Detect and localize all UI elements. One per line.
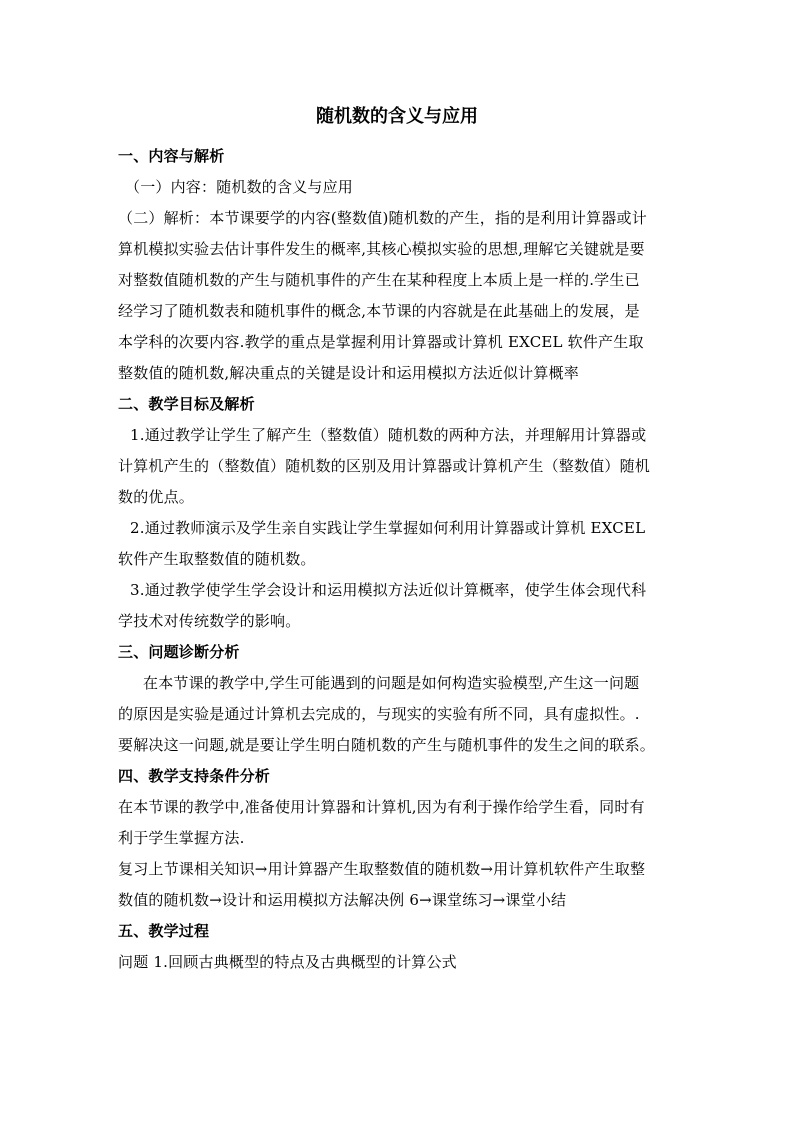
paragraph-line: 算机模拟实验去估计事件发生的概率,其核心模拟实验的思想,理解它关键就是要 [118,240,645,258]
paragraph-line: 计算机产生的（整数值）随机数的区别及用计算器或计算机产生（整数值）随机 [118,457,651,475]
paragraph-line: 软件产生取整数值的随机数。 [118,550,316,568]
paragraph-line: 2.通过教师演示及学生亲自实践让学生掌握如何利用计算器或计算机 EXCEL [130,519,646,537]
section-heading-process: 五、教学过程 [118,922,210,940]
paragraph-line: （二）解析：本节课要学的内容(整数值)随机数的产生，指的是利用计算器或计 [118,209,647,227]
paragraph-line: 对整数值随机数的产生与随机事件的产生在某种程度上本质上是一样的.学生已 [118,271,640,289]
paragraph-line: 在本节课的教学中,准备使用计算器和计算机,因为有利于操作给学生看，同时有 [118,798,645,816]
section-heading-diagnosis: 三、问题诊断分析 [118,643,240,661]
paragraph-line: 3.通过教学使学生学会设计和运用模拟方法近似计算概率，使学生体会现代科 [130,581,647,599]
paragraph-line: 经学习了随机数表和随机事件的概念,本节课的内容就是在此基础上的发展，是 [118,302,640,320]
paragraph-line: 问题 1.回顾古典概型的特点及古典概型的计算公式 [118,953,457,971]
paragraph-line: 要解决这一问题,就是要让学生明白随机数的产生与随机事件的发生之间的联系。 [118,736,655,754]
section-heading-objectives: 二、教学目标及解析 [118,395,255,413]
paragraph-line: 数值的随机数→设计和运用模拟方法解决例 6→课堂练习→课堂小结 [118,891,567,909]
paragraph-line: 在本节课的教学中,学生可能遇到的问题是如何构造实验模型,产生这一问题 [143,674,640,692]
paragraph-line: 学技术对传统数学的影响。 [118,612,301,630]
section-heading-support: 四、教学支持条件分析 [118,767,271,785]
paragraph-line: 利于学生掌握方法. [118,829,245,847]
paragraph-line: 整数值的随机数,解决重点的关键是设计和运用模拟方法近似计算概率 [118,364,579,382]
paragraph-line: 1.通过教学让学生了解产生（整数值）随机数的两种方法，并理解用计算器或 [130,426,647,444]
paragraph-line: 本学科的次要内容.教学的重点是掌握利用计算器或计算机 EXCEL 软件产生取 [118,333,644,351]
paragraph-line: 数的优点。 [118,488,195,506]
paragraph-line: 的原因是实验是通过计算机去完成的，与现实的实验有所不同，具有虚拟性。. [118,705,640,723]
document-title: 随机数的含义与应用 [316,106,478,127]
paragraph-line: （一）内容：随机数的含义与应用 [125,178,354,196]
document-body [118,141,680,978]
paragraph-line: 复习上节课相关知识→用计算器产生取整数值的随机数→用计算机软件产生取整 [118,860,646,878]
section-heading-content: 一、内容与解析 [118,147,225,165]
